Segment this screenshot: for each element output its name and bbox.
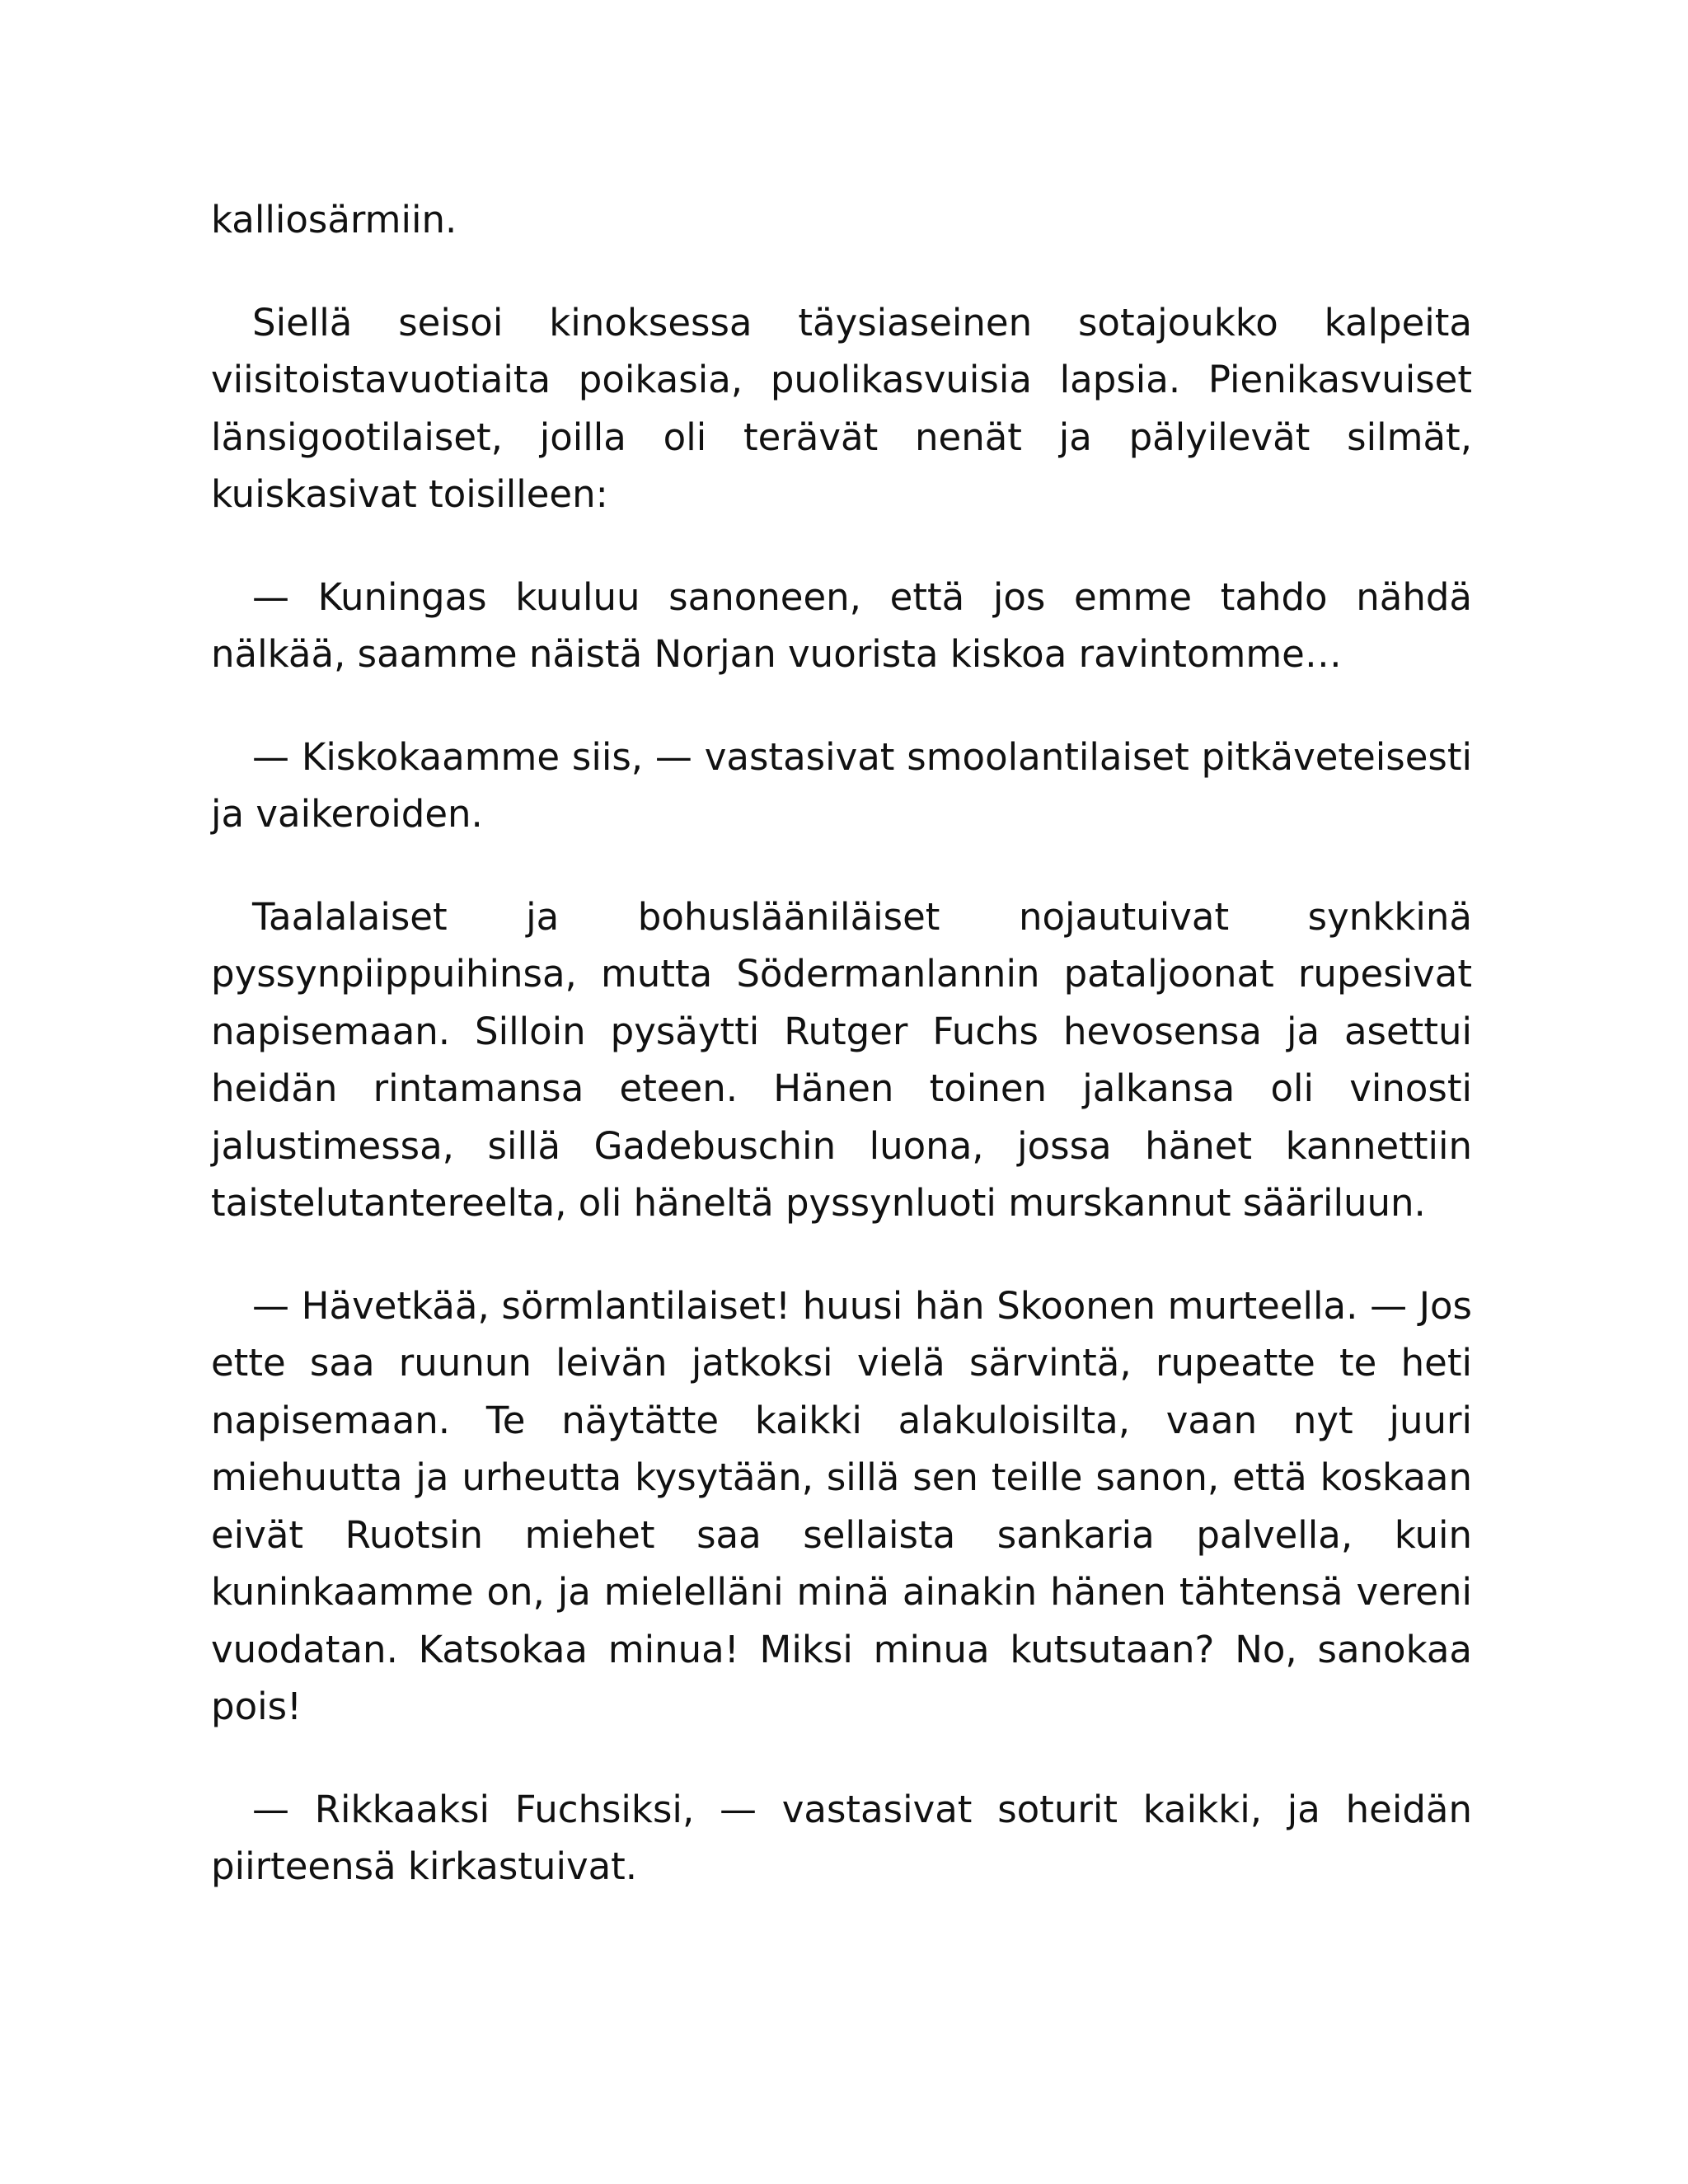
paragraph: — Hävetkää, sörmlantilaiset! huusi hän Skoonen murteella. — Jos ette saa ruunun leivän jatkoksi vielä särvintä, rupeatte te heti napisemaan. Te näytätte kaikki alakuloisilta, vaan nyt juuri miehuutta ja urheutta kysytään, sillä sen teille sanon, että koskaan eivät Ruotsin miehet saa sellaista sankaria palvella, kuin kuninkaamme on, ja mielelläni minä ainakin hänen tähtensä vereni vuodatan. Katsokaa minua! Miksi minua kutsutaan? No, sanokaa pois! [211, 1283, 1472, 1728]
paragraph: — Kuningas kuuluu sanoneen, että jos emme tahdo nähdä nälkää, saamme näistä Norjan vuorista kiskoa ravintomme… [211, 574, 1472, 676]
paragraph: Siellä seisoi kinoksessa täysiaseinen sotajoukko kalpeita viisitoistavuotiaita poikasia, puolikasvuisia lapsia. Pienikasvuiset länsigootilaiset, joilla oli terävät nenät ja pälyilevät silmät, kuiskasivat toisilleen: [211, 300, 1472, 516]
document-body [211, 191, 1472, 1896]
paragraph: — Kiskokaamme siis, — vastasivat smoolantilaiset pitkäveteisesti ja vaikeroiden. [211, 734, 1472, 836]
paragraph: — Rikkaaksi Fuchsiksi, — vastasivat soturit kaikki, ja heidän piirteensä kirkastuivat. [211, 1787, 1472, 1888]
paragraph-continued: kalliosärmiin. [211, 198, 457, 241]
paragraph: Taalalaiset ja bohuslääniläiset nojautuivat synkkinä pyssynpiippuihinsa, mutta Södermanlannin pataljoonat rupesivat napisemaan. Silloin pysäytti Rutger Fuchs hevosensa ja asettui heidän rintamansa eteen. Hänen toinen jalkansa oli vinosti jalustimessa, sillä Gadebuschin luona, jossa hänet kannettiin taistelutantereelta, oli häneltä pyssynluoti murskannut sääriluun. [211, 894, 1472, 1225]
